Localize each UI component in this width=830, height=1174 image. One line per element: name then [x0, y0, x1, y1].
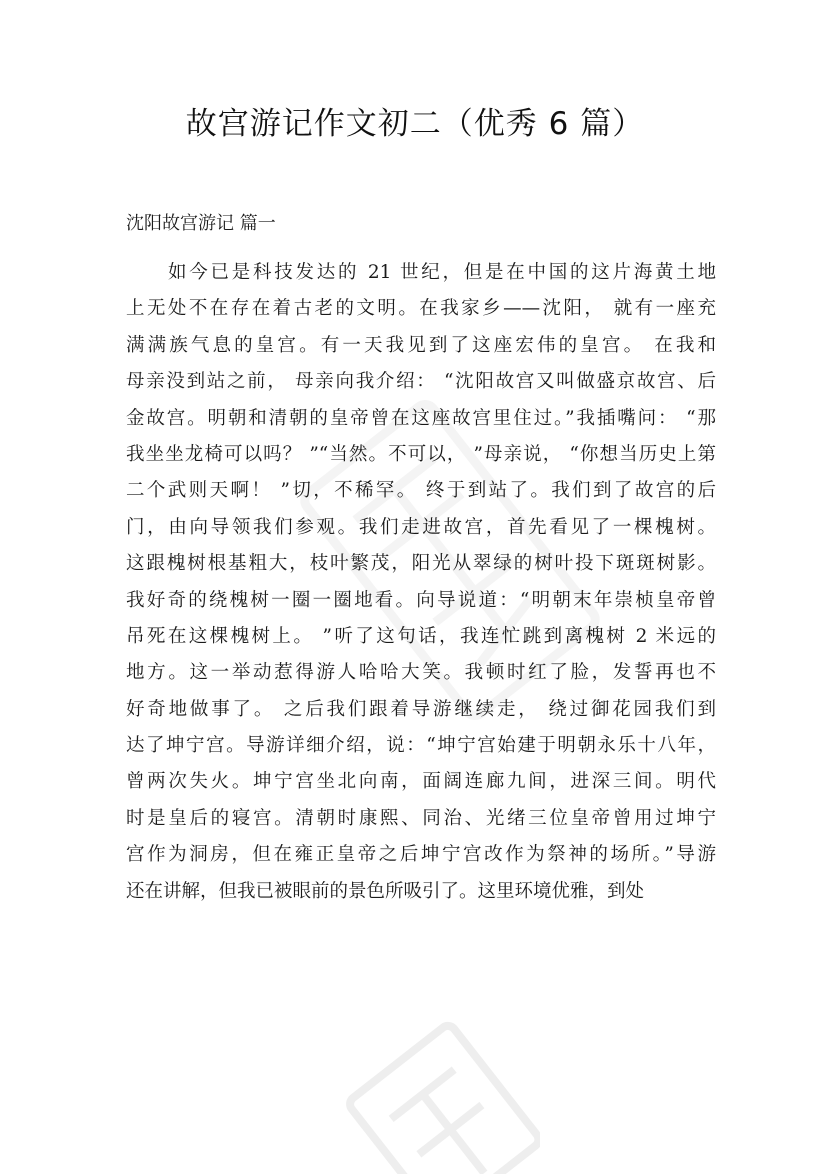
paragraph-line: 还在讲解，但我已被眼前的景色所吸引了。这里环境优雅，到处: [126, 880, 645, 902]
paragraph-line: 曾两次失火。坤宁宫坐北向南，面阔连廊九间，进深三间。明代: [126, 771, 716, 793]
paragraph-line: 好奇地做事了。 之后我们跟着导游继续走， 绕过御花园我们到: [126, 698, 716, 720]
document-title: 故宫游记作文初二（优秀 6 篇）: [185, 106, 645, 142]
paragraph-line: 二个武则天啊！ ”切，不稀罕。 终于到站了。我们到了故宫的后: [126, 480, 716, 502]
paragraph-line: 地方。这一举动惹得游人哈哈大笑。我顿时红了脸，发誓再也不: [126, 662, 716, 684]
paragraph-line: 如今已是科技发达的 21 世纪，但是在中国的这片海黄土地: [168, 262, 716, 283]
paragraph-line: 金故宫。明朝和清朝的皇帝曾在这座故宫里住过。”我插嘴问： “那: [126, 407, 716, 429]
paragraph-line: 满满族气息的皇宫。有一天我见到了这座宏伟的皇宫。 在我和: [126, 334, 716, 356]
essay-body: [126, 255, 716, 910]
paragraph-line: 我好奇的绕槐树一圈一圈地看。向导说道：“明朝末年崇桢皇帝曾: [126, 589, 716, 611]
paragraph-line: 上无处不在存在着古老的文明。在我家乡——沈阳， 就有一座充: [126, 298, 716, 320]
paragraph-line: 门，由向导领我们参观。我们走进故宫，首先看见了一棵槐树。: [126, 516, 716, 538]
paragraph-line: 这跟槐树根基粗大，枝叶繁茂，阳光从翠绿的树叶投下斑斑树影。: [126, 553, 716, 575]
paragraph-line: 母亲没到站之前， 母亲向我介绍： “沈阳故宫又叫做盛京故宫、后: [126, 371, 716, 393]
watermark-icon: [330, 1010, 540, 1174]
paragraph-line: 时是皇后的寝宫。清朝时康熙、同治、光绪三位皇帝曾用过坤宁: [126, 807, 716, 829]
paragraph-line: 我坐坐龙椅可以吗？ ”“当然。不可以， ”母亲说， “你想当历史上第: [126, 443, 716, 465]
paragraph-line: 吊死在这棵槐树上。 ”听了这句话，我连忙跳到离槐树 2 米远的: [126, 625, 716, 647]
paragraph-line: 宫作为洞房，但在雍正皇帝之后坤宁宫改作为祭神的场所。”导游: [126, 844, 716, 866]
paragraph-line: 达了坤宁宫。导游详细介绍，说：“坤宁宫始建于明朝永乐十八年，: [126, 735, 716, 757]
section-heading: 沈阳故宫游记 篇一: [126, 213, 276, 234]
